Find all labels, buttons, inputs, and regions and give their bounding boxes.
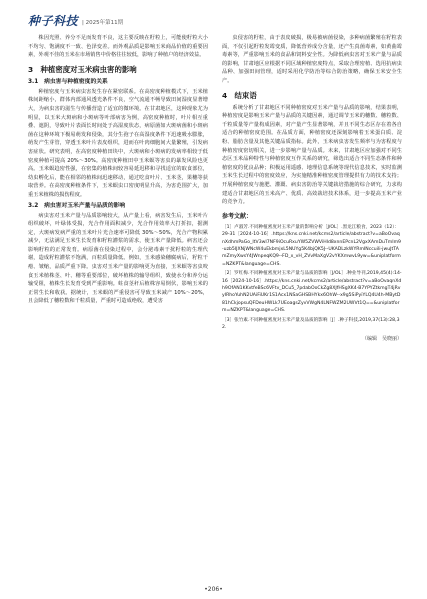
paragraph: 种植密度与玉米病虫害发生存在紧密联系。在高密度种植模式下，玉米植株间距缩小，群体内部通风透光条件不良，空气流通不畅导致田间湿度显著增大，为病虫害的滋生与传播营造了适宜的微环境。在甘肃地区，这种现象尤为明显，以玉米大斑病和小斑病等叶部病害为例，高密度种植时，叶片相互重叠、遮阴，导致叶片表面长时间处于高湿度状态，病原菌如大斑病菌和小斑病菌在这种环境下极易萌发和侵染，其分生孢子在高湿度条件下迅速吸水膨胀，萌发产生芽管，穿透玉米叶片表皮组织，进而在叶肉细胞间大量繁殖，引发病害症状。研究表明，在高密度种植田块中，大斑病和小斑病的发病率相较于低密度种植可提高 20%～30%。高密度种植田中玉米螟等害虫的暴发风险也更高。玉米螟趋密性强，在密集的植株间较容易延迟移和寻找适宜的取食部位，幼虫孵化后，能在相邻的植株间迅速移动，通过吃食叶片、玉米茎，果穗等获取营养。在高密度种植条件下，玉米螟虫口密度明显升高，为害范围扩大，加重玉米植株的损伤程度。 [28,88,208,198]
page-number: •206• [204,586,223,593]
editor-note: （编辑 吴晓丽） [361,336,402,343]
issue-label: | 2025年第11期 [82,19,124,26]
paragraph: 系统分析了甘肃地区不同种植密度对玉米产量与品质的影响，结果表明，种植密度是影响玉米产量与品质的关键因素，通过调节玉米的穗数、穗粒数、千粒质量等产量构成因素，对产量产生显著影响，并且不同生态区存在着各自适合的种植密度范围。在品质方面，种植密度还深刻影响着玉米蛋白质、淀粉、脂肪含量及其他关键品质指标。此外，玉米病虫害发生频率与为害程度与种植密度密切相关，进一步影响产量与品质。未来，甘肃地区应加强对不同生态区玉米品种特性与种植密度互作关系的研究，筛选出适合不同生态条件和种植密度的优良品种；积极运用遥感、地理信息系统等现代信息技术，实时监测玉米生长过程中的密度效应，为实施精准种植密度管理提供有力的技术支持；开展种植密度与施肥、灌溉、病虫害防治等关键栽培措施的综合研究，力求构建适合甘肃地区的玉米高产、优质、高效栽培技术体系，进一步提高玉米产业的竞争力。 [222,104,402,206]
reference-item: ［3］张竹素.不同种植密度对玉米产量及品质的影响［J］.种子科技,2019,37(13):28,32. [222,317,400,330]
references-heading: 参考文献： [222,212,253,220]
reference-item[interactable]: ［2］罗红梅.不同种植密度对玉米产量与品质的影响［J/OL］.种业导刊,2019,45(4):14-16［2024-10-16］.https://kns.cnki.net/kcms2/article/abstract?v=aBoOvaqnXdh9OfAN1KKvtfeBSc6VFtv_DCu5_7pdabOoCkZg8XJfHSgXK4-B7YPYZtkmgT4jRvyIRhoYuhN2UAiFiUKr1S1Acx1NSaGHSBHYkx6OhW--x9g5SiPyiYLQ4U4h-MBytD81hCkjopsuQFDeuHWLk7UEoagsZyvVWgN4LNFWZM2UWVt1Q==&uniplatform=NZKPT&language=CHS. [222,271,402,314]
section-heading-3: 3 种植密度对玉米病虫害的影响 [28,64,137,74]
journal-logo: 种子科技 [28,13,79,28]
subsection-heading-3-1: 3.1 病虫害与种植密度的关系 [28,78,108,85]
paragraph: 虫侵害的籽粒，由于表皮破损，极易被病菌侵染，多种病菌繁殖在籽粒表面，不仅引起籽粒发霉变质，降低营养成分含量，还产生真菌毒素，如黄曲霉毒素等，严重影响玉米的食品和饲料安全性。为降低病虫害对玉米产量与品质的影响，甘肃地区应根据不同区域种植密度特点，采取合理密植、选用抗病虫品种、加强田间管理，适时采用化学防治等综合防治策略，确保玉米安全生产。 [222,35,402,84]
section-heading-4: 4 结束语 [222,90,257,100]
left-column [28,34,208,574]
paragraph: 株因光照、养分不足而发育不良，这主要反映在籽粒上，可能使籽粒大小不均匀、饱满度不一致、色泽变差。而外观品质是影响玉米商品价值的重要因素，外观不佳的玉米在市场销售中价格往往较低，影响了种植户的经济效益。 [28,35,208,59]
right-column [222,34,402,574]
reference-item[interactable]: ［1］卢淑芳.不同种植密度对玉米产量的影响分析［J/OL］.黑龙江粮食，2023（12）：29-31［2024-10-16］.https://kns.cnki.net/kcms2/article/abstract?v=aBoOvaqnXdhmPaGo_ItV3wI7NF9iOcuRxuYW5ZVWViHld8xnnEPcnL2VgxXAmDuTmIm9-uzb5IJXNjWNcW4uEkbmjxL5NUYg5K4bjQK5J--UKADLzkWYRmINccuili-jwuJtTAmZmyXwsY4JWnpeqKQ9--FD_x_vH_ZVvMaXgV2vYKXmwvL9yw=&uniplatform=NZKPT&language=CHS. [222,224,401,267]
article-body [28,34,402,574]
subsection-heading-3-2: 3.2 病虫害对玉米产量与品质的影响 [28,202,126,209]
journal-header [28,10,123,30]
paragraph: 病虫害对玉米产量与品质影响较大，从产量上看，病害发生后，玉米叶片组织破坏，叶绿体受损，光合作用面积减少，光合作用效率大打折扣，据测定，大斑病发病严重的玉米叶片光合速率可降低 30%～50%，光合产物积累减少，无法满足玉米生长发育和籽粒灌浆的需求，使玉米产量降低。病害还会影响籽粒的正常发育。病原菌在侵染过程中，会分泌毒素干扰籽粒的生理代谢，造成籽粒灌浆不饱满，百粒质量降低。例如，玉米感染穗腐病后，籽粒干瘪、皱缩，品质严重下降。虫害对玉米产量的影响更为直接，玉米螟等害虫咬食玉米植株茎、叶、穗等重要部位，破坏植株的输导组织，致使水分和养分运输受阻，植株生长发育受到严重影响。蛀食茎秆后植株容易倒伏，影响玉米的正常生长和收获。据统计，玉米螟的严重侵害可导致玉米减产 10%～20%，且会降低了穗粒数和千粒质量，严重时可造成绝收，遭受害 [28,212,208,305]
